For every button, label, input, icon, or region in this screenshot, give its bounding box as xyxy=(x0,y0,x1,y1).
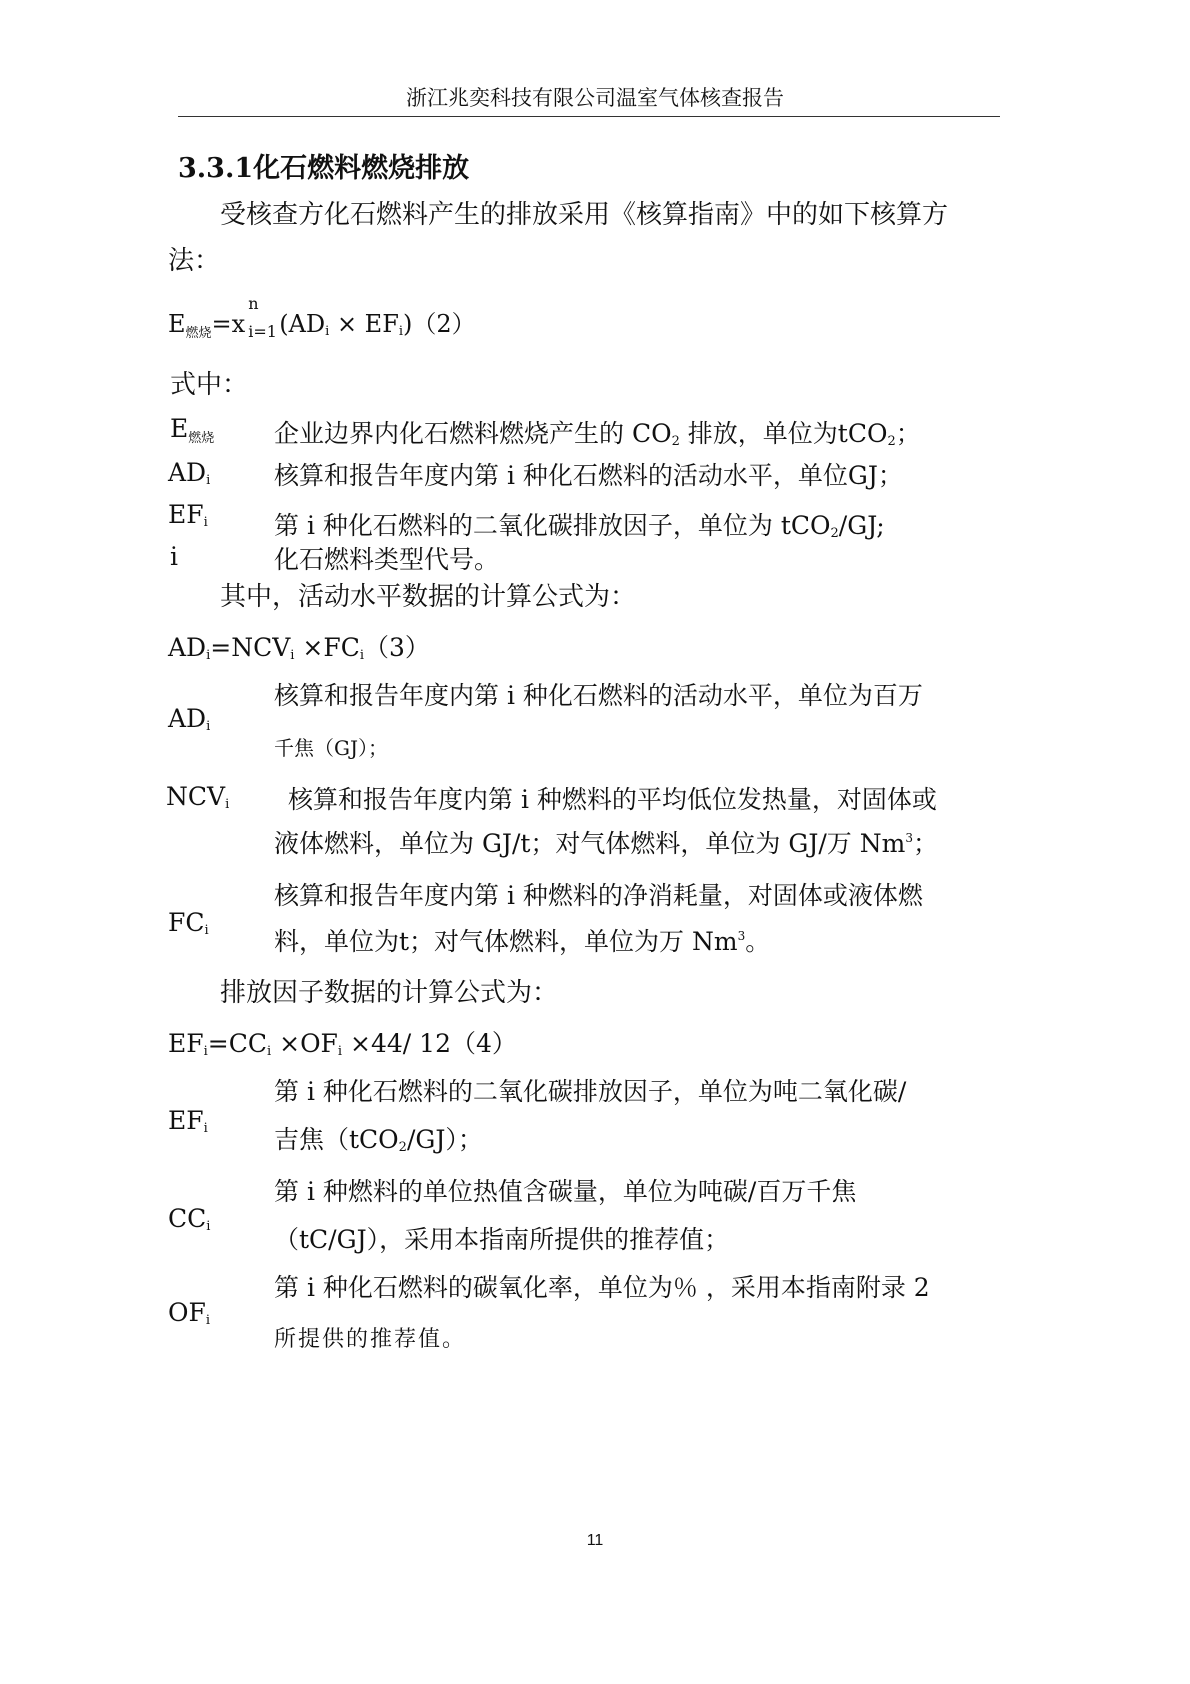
def3-desc-of-line2: 所提供的推荐值。 xyxy=(274,1327,467,1352)
formula-2 xyxy=(168,294,476,341)
formula-2-eq: =x xyxy=(211,310,246,338)
formula-4-a-sub: i xyxy=(203,1044,208,1059)
def3-symbol-ef xyxy=(168,1106,208,1136)
def3-symbol-of xyxy=(168,1298,210,1328)
formula-4-c-sub: i xyxy=(337,1044,343,1059)
def-desc-e-a: 企业边界内化石燃料燃烧产生的 CO xyxy=(274,419,672,448)
ef-intro: 排放因子数据的计算公式为： xyxy=(220,978,559,1008)
def2-symbol-ncv-sub: i xyxy=(225,797,230,812)
formula-4-b: =CC xyxy=(207,1029,267,1058)
def-desc-e xyxy=(274,414,921,450)
def3-desc-ef-line2-a: 吉焦（tCO xyxy=(274,1125,399,1154)
def-symbol-e-sub: 燃烧 xyxy=(188,431,215,446)
def2-symbol-fc-sub: i xyxy=(204,923,209,938)
formula-3 xyxy=(168,628,430,664)
def3-symbol-of-main: OF xyxy=(168,1298,206,1327)
formula-2-e: E xyxy=(168,310,186,338)
def3-symbol-ef-main: EF xyxy=(168,1106,204,1135)
def2-desc-ncv-line2-sup: 3 xyxy=(905,831,913,845)
def2-desc-ad-line2: 千焦（GJ）； xyxy=(274,736,388,760)
def2-desc-ad-line1: 核算和报告年度内第 i 种化石燃料的活动水平，单位为百万 xyxy=(274,681,923,710)
def2-symbol-fc xyxy=(168,908,209,938)
def3-symbol-cc xyxy=(168,1204,210,1234)
formula-2-body-a: (AD xyxy=(279,310,326,338)
formula-4-c: ×OF xyxy=(271,1029,338,1058)
formula-4-a: EF xyxy=(168,1029,204,1058)
formula-2-body-b: × EF xyxy=(329,310,399,338)
formula-3-d: （3） xyxy=(364,633,430,662)
formula-3-c-sub: i xyxy=(359,648,365,663)
def3-symbol-ef-sub: i xyxy=(203,1121,208,1136)
def2-desc-ncv-line2-a: 液体燃料，单位为 GJ/t；对气体燃料，单位为 GJ/万 Nm xyxy=(274,829,906,858)
intro-line-2: 法： xyxy=(168,246,221,276)
section-heading: 3.3.1化石燃料燃烧排放 xyxy=(178,153,470,184)
page-header: 浙江兆奕科技有限公司温室气体核查报告 xyxy=(406,86,784,110)
def-symbol-ef-main: EF xyxy=(168,500,204,529)
formula-2-body-c: )（2） xyxy=(403,310,476,338)
def-desc-ef-a: 第 i 种化石燃料的二氧化碳排放因子，单位为 tCO xyxy=(274,511,831,540)
def-desc-ad: 核算和报告年度内第 i 种化石燃料的活动水平，单位GJ； xyxy=(274,461,903,490)
formula-3-c: ×FC xyxy=(294,633,360,662)
def-symbol-ad-sub: i xyxy=(206,473,211,488)
page-number: 11 xyxy=(586,1532,604,1549)
def-desc-i: 化石燃料类型代号。 xyxy=(274,545,500,574)
def-symbol-i: i xyxy=(170,542,178,571)
def3-desc-ef-line2-b: /GJ）； xyxy=(406,1125,483,1154)
def2-desc-fc-line2 xyxy=(274,922,770,958)
def2-symbol-ncv-main: NCV xyxy=(166,782,226,811)
def-desc-e-sub: 2 xyxy=(671,434,680,449)
def2-symbol-ad-main: AD xyxy=(168,704,207,733)
def-symbol-ef-sub: i xyxy=(203,515,208,530)
def-desc-ef-b: /GJ; xyxy=(838,511,885,540)
def-symbol-e xyxy=(170,414,214,446)
def-symbol-e-main: E xyxy=(170,414,189,443)
formula-3-b-sub: i xyxy=(290,648,295,663)
activity-intro: 其中，活动水平数据的计算公式为： xyxy=(220,582,637,612)
def-symbol-ad-main: AD xyxy=(168,458,207,487)
formula-2-sum-bottom: i=1 xyxy=(248,322,277,341)
formula-3-a: AD xyxy=(168,633,207,662)
def3-symbol-of-sub: i xyxy=(205,1313,211,1328)
formula-4-d: ×44/ 12（4） xyxy=(342,1029,517,1058)
formula-4 xyxy=(168,1024,517,1060)
def3-desc-cc-line1: 第 i 种燃料的单位热值含碳量，单位为吨碳/百万千焦 xyxy=(274,1177,857,1206)
def3-desc-ef-line1: 第 i 种化石燃料的二氧化碳排放因子，单位为吨二氧化碳/ xyxy=(274,1077,907,1106)
def2-symbol-ncv xyxy=(166,782,229,812)
def2-desc-ncv-line2-b: ； xyxy=(912,829,938,858)
def3-symbol-cc-sub: i xyxy=(206,1219,211,1234)
formula-2-sum-limits xyxy=(245,294,279,341)
def3-symbol-cc-main: CC xyxy=(168,1204,207,1233)
def-desc-ef-sub: 2 xyxy=(830,526,839,541)
def2-symbol-ad-sub: i xyxy=(206,719,211,734)
formula-3-b: =NCV xyxy=(210,633,291,662)
def3-desc-of-line1: 第 i 种化石燃料的碳氧化率，单位为％ ，采用本指南附录 2 xyxy=(274,1273,930,1302)
def-desc-ef xyxy=(274,506,885,542)
formula-4-b-sub: i xyxy=(267,1044,272,1059)
formula-2-sum-top: n xyxy=(248,294,259,313)
formula-2-i2: i xyxy=(398,324,404,339)
where-label: 式中： xyxy=(170,370,249,400)
formula-3-a-sub: i xyxy=(206,648,211,663)
def3-desc-ef-line2 xyxy=(274,1120,483,1156)
def3-desc-cc-line2: （tC/GJ），采用本指南所提供的推荐值； xyxy=(274,1225,730,1254)
def-symbol-ad xyxy=(168,458,210,488)
def2-desc-fc-line2-a: 料，单位为t；对气体燃料，单位为万 Nm xyxy=(274,927,738,956)
def2-desc-ncv-line2 xyxy=(274,824,938,860)
def2-symbol-ad xyxy=(168,704,210,734)
def3-desc-ef-line2-sub: 2 xyxy=(398,1140,407,1155)
def2-desc-fc-line2-sup: 3 xyxy=(737,929,746,943)
header-rule xyxy=(178,116,1000,117)
formula-2-i1: i xyxy=(325,324,330,339)
def-desc-e-sub2: 2 xyxy=(887,434,896,449)
def2-desc-fc-line2-b: 。 xyxy=(745,927,771,956)
def2-symbol-fc-main: FC xyxy=(168,908,205,937)
def2-desc-fc-line1: 核算和报告年度内第 i 种燃料的净消耗量，对固体或液体燃 xyxy=(274,881,923,910)
def-desc-e-c: ； xyxy=(895,419,921,448)
def-symbol-ef xyxy=(168,500,208,530)
def2-desc-ncv-line1: 核算和报告年度内第 i 种燃料的平均低位发热量，对固体或 xyxy=(288,785,937,814)
formula-2-e-sub: 燃烧 xyxy=(185,326,212,341)
intro-line-1: 受核查方化石燃料产生的排放采用《核算指南》中的如下核算方 xyxy=(220,200,949,230)
def-desc-e-b: 排放，单位为tCO xyxy=(679,419,888,448)
